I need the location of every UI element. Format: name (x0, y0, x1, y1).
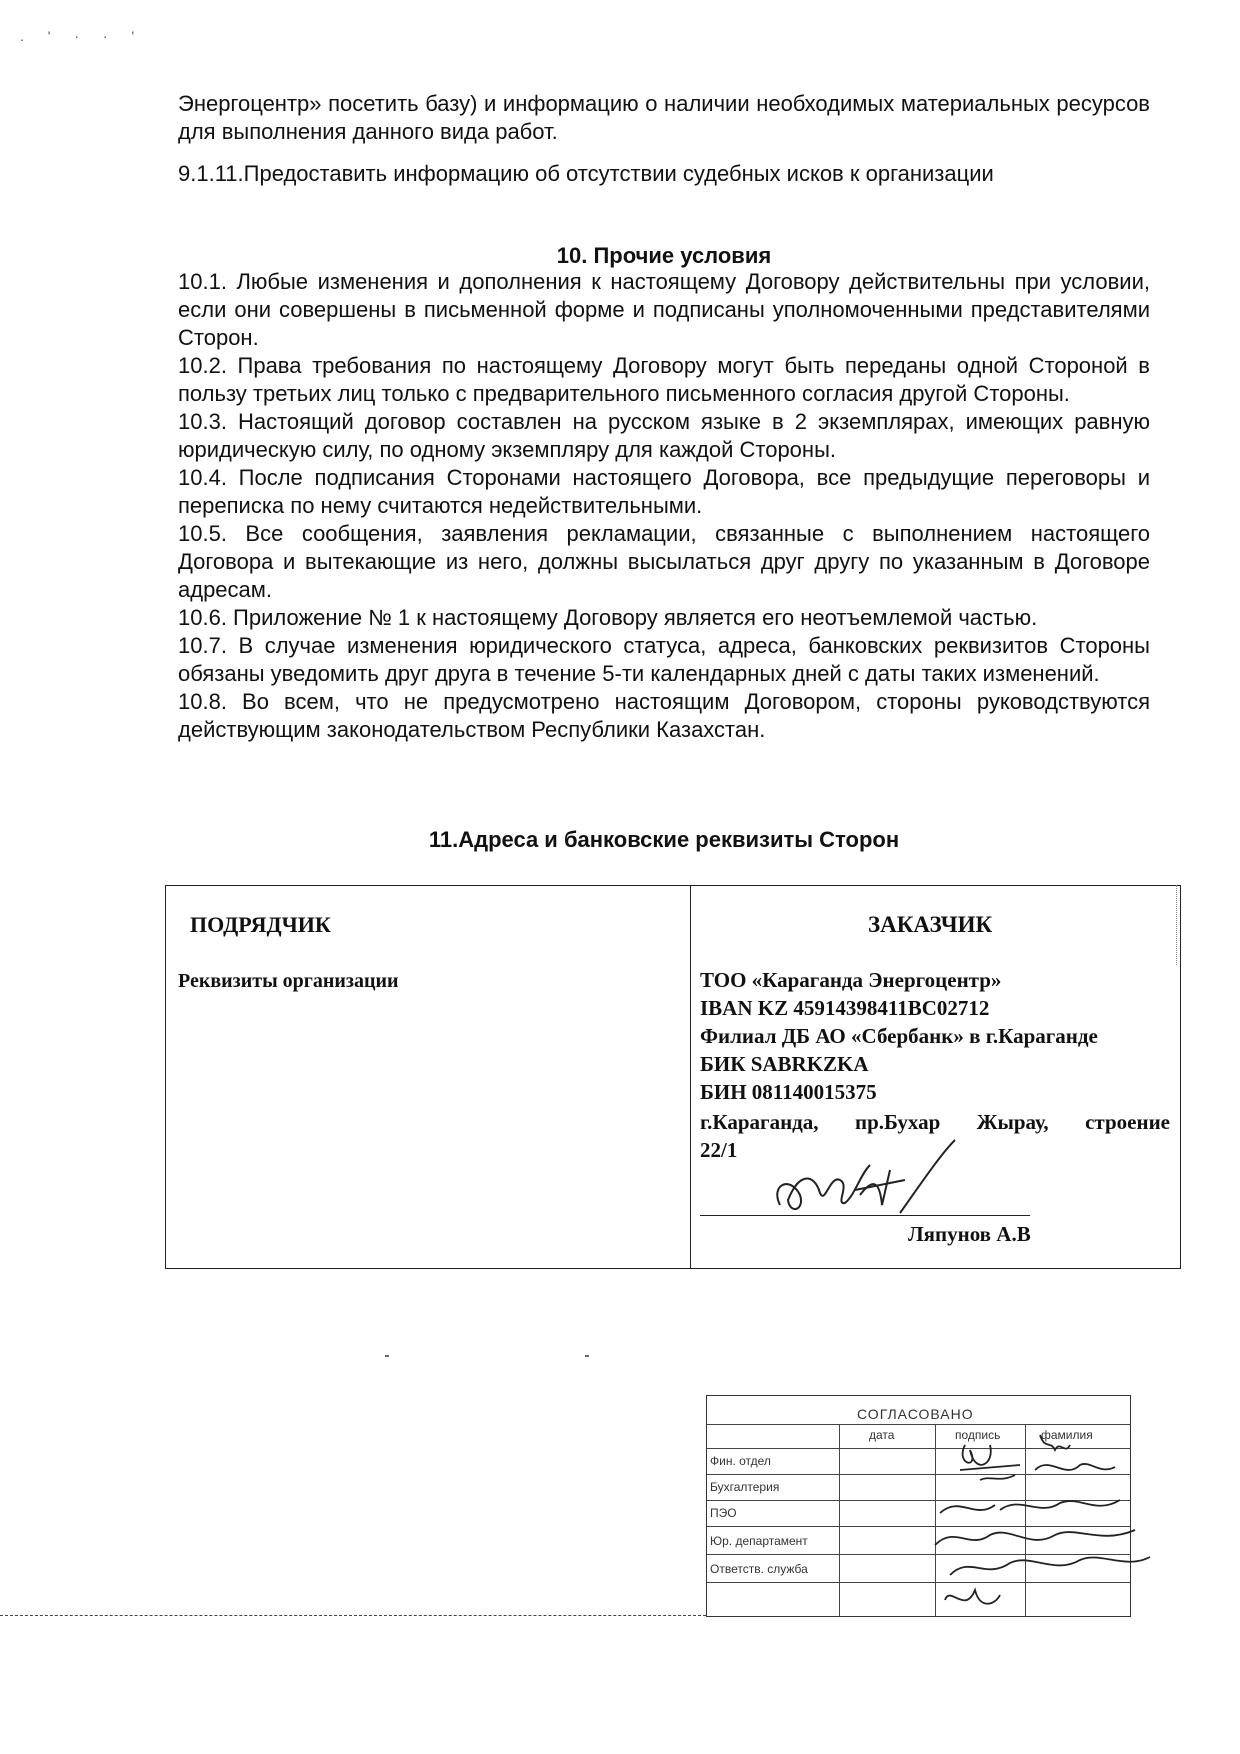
table-divider (690, 886, 691, 1268)
stamp-col-line (839, 1424, 840, 1616)
stamp-col-surname: фамилия (1041, 1428, 1093, 1442)
clause-10-1: 10.1. Любые изменения и дополнения к настоящему Договору действительны при условии, если они совершены в письменной форме и подписаны уполномоченными представителями Сторон. (178, 269, 1150, 350)
clause-10-6: 10.6. Приложение № 1 к настоящему Договору является его неотъемлемой частью. (178, 605, 1038, 630)
intro-continuation: Энергоцентр» посетить базу) и информацию о наличии необходимых материальных ресурсов для выполнения данного вида работ. (178, 91, 1150, 144)
requisites-table (165, 885, 1181, 1269)
stamp-title: СОГЛАСОВАНО (857, 1406, 974, 1422)
scan-edge-artifact (1176, 885, 1177, 965)
contractor-header: ПОДРЯДЧИК (190, 912, 331, 937)
customer-name: ТОО «Караганда Энергоцентр» (700, 968, 1002, 992)
customer-header: ЗАКАЗЧИК (868, 912, 993, 937)
stamp-row-finance: Фин. отдел (710, 1454, 771, 1468)
clause-10-7: 10.7. В случае изменения юридического статуса, адреса, банковских реквизитов Стороны обязаны уведомить друг друга в течение 5-ти календарных дней с даты таких изменений. (178, 633, 1150, 686)
clause-10-3: 10.3. Настоящий договор составлен на русском языке в 2 экземплярах, имеющих равную юридическую силу, по одному экземпляру для каждой Стороны. (178, 409, 1150, 462)
section-11-title: 11.Адреса и банковские реквизиты Сторон (428, 827, 900, 852)
customer-signature (760, 1135, 960, 1225)
customer-iban: IBAN KZ 45914398411BC02712 (700, 996, 990, 1020)
item-9-1-11: 9.1.11.Предоставить информацию об отсутствии судебных исков к организации (178, 161, 994, 186)
clause-10-4: 10.4. После подписания Сторонами настоящего Договора, все предыдущие переговоры и переписка по нему считаются недействительными. (178, 465, 1150, 518)
intro-block (178, 90, 1150, 146)
customer-bik: БИК SABRKZKA (700, 1052, 869, 1076)
stamp-col-signature: подпись (955, 1428, 1001, 1442)
stamp-handwritten-signatures (920, 1425, 1160, 1625)
intro-item-block (178, 160, 1150, 188)
section-10-items (178, 268, 1150, 744)
customer-bank: Филиал ДБ АО «Сбербанк» в г.Караганде (700, 1024, 1098, 1048)
clause-10-5: 10.5. Все сообщения, заявления рекламации, связанные с выполнением настоящего Договора и вытекающие из него, должны высылаться друг другу по указанным в Договоре адресам. (178, 521, 1150, 602)
section-10-title: 10. Прочие условия (556, 243, 772, 268)
stamp-row-peo: ПЭО (710, 1506, 737, 1520)
stamp-row-legal: Юр. департамент (710, 1534, 808, 1548)
scan-speck (585, 1355, 589, 1357)
signature-line (700, 1215, 1030, 1216)
contractor-details: Реквизиты организации (178, 970, 399, 992)
customer-bin: БИН 081140015375 (700, 1080, 877, 1104)
customer-address-line2: 22/1 (700, 1138, 738, 1162)
scan-speck (385, 1355, 389, 1357)
stamp-col-date: дата (869, 1428, 895, 1442)
customer-address-line1: г.Караганда, пр.Бухар Жырау, строение (700, 1110, 1170, 1134)
bottom-cut-line (0, 1615, 706, 1616)
stamp-row-accounting: Бухгалтерия (710, 1480, 780, 1494)
stamp-row-responsible: Ответств. служба (710, 1562, 808, 1576)
scan-artifact: . ' · · ' (20, 28, 145, 44)
clause-10-2: 10.2. Права требования по настоящему Договору могут быть переданы одной Стороной в пользу третьих лиц только с предварительного письменного согласия другой Стороны. (178, 353, 1150, 406)
clause-10-8: 10.8. Во всем, что не предусмотрено настоящим Договором, стороны руководствуются действующим законодательством Республики Казахстан. (178, 689, 1150, 742)
customer-signatory: Ляпунов А.В (908, 1222, 1031, 1246)
